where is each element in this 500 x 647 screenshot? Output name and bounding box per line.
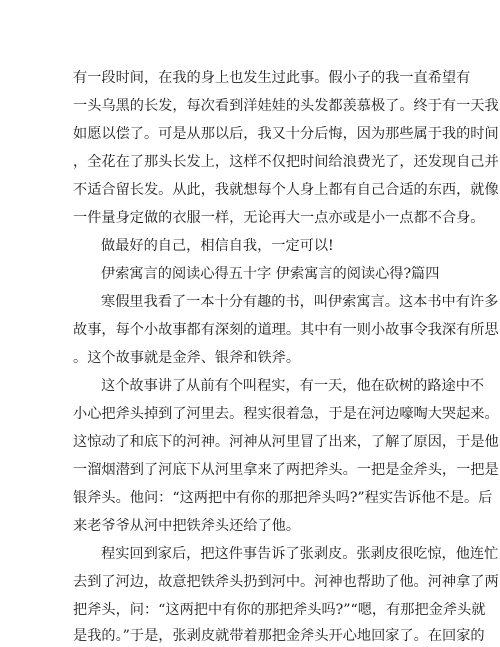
paragraph-line: 做最好的自己，相信自我，一定可以! bbox=[101, 238, 334, 254]
paragraph-line: 一件量身定做的衣服一样，无论再大一点亦或是小一点都不合身。 bbox=[73, 210, 485, 226]
paragraph-line: 去到了河边，故意把铁斧头扔到河中。河神也帮助了他。河神拿了两 bbox=[73, 574, 499, 590]
paragraph-line: 小心把斧头掉到了河里去。程实很着急，于是在河边嚎啕大哭起来。 bbox=[73, 406, 499, 422]
paragraph-line: 这惊动了和底下的河神。河神从河里冒了出来，了解了原因，于是他 bbox=[73, 434, 499, 450]
paragraph-line: 如愿以偿了。可是从那以后，我又十分后悔，因为那些属于我的时间 bbox=[73, 126, 499, 142]
paragraph-line: 银斧头。他问：“这两把中有你的那把斧头吗?”程实告诉他不是。后 bbox=[73, 490, 493, 506]
paragraph-line: 不适合留长发。从此，我就想每个人身上都有自己合适的东西，就像 bbox=[73, 182, 499, 198]
paragraph-line: 寒假里我看了一本十分有趣的书，叫伊索寓言。这本书中有许多 bbox=[101, 294, 499, 310]
paragraph-line: 是我的。”于是，张剥皮就带着那把金斧头开心地回家了。在回家的 bbox=[73, 628, 485, 644]
paragraph-line: 把斧头，问：“这两把中有你的那把斧头吗?”“嗯，有那把金斧头就 bbox=[73, 602, 486, 618]
section-heading: 伊索寓言的阅读心得五十字 伊索寓言的阅读心得?篇四 bbox=[101, 266, 440, 282]
paragraph-line: 一头乌黑的长发，每次看到洋娃娃的头发都羡慕极了。终于有一天我 bbox=[73, 98, 499, 114]
paragraph-line: 程实回到家后，把这件事告诉了张剥皮。张剥皮很吃惊，他连忙 bbox=[101, 546, 499, 562]
paragraph-line: 来老爷爷从河中把铁斧头还给了他。 bbox=[73, 518, 301, 534]
paragraph-line: 一溜烟潜到了河底下从河里拿来了两把斧头。一把是金斧头，一把是 bbox=[73, 462, 499, 478]
paragraph-line: 这个故事讲了从前有个叫程实，有一天，他在砍树的路途中不 bbox=[101, 378, 485, 394]
paragraph-line: 。这个故事就是金斧、银斧和铁斧。 bbox=[73, 350, 301, 366]
paragraph-line: 有一段时间，在我的身上也发生过此事。假小子的我一直希望有 bbox=[73, 70, 471, 86]
paragraph-line: 故事，每个小故事都有深刻的道理。其中有一则小故事令我深有所思 bbox=[73, 322, 499, 338]
paragraph-line: ，全花在了那头长发上，这样不仅把时间给浪费光了，还发现自己并 bbox=[73, 154, 499, 170]
